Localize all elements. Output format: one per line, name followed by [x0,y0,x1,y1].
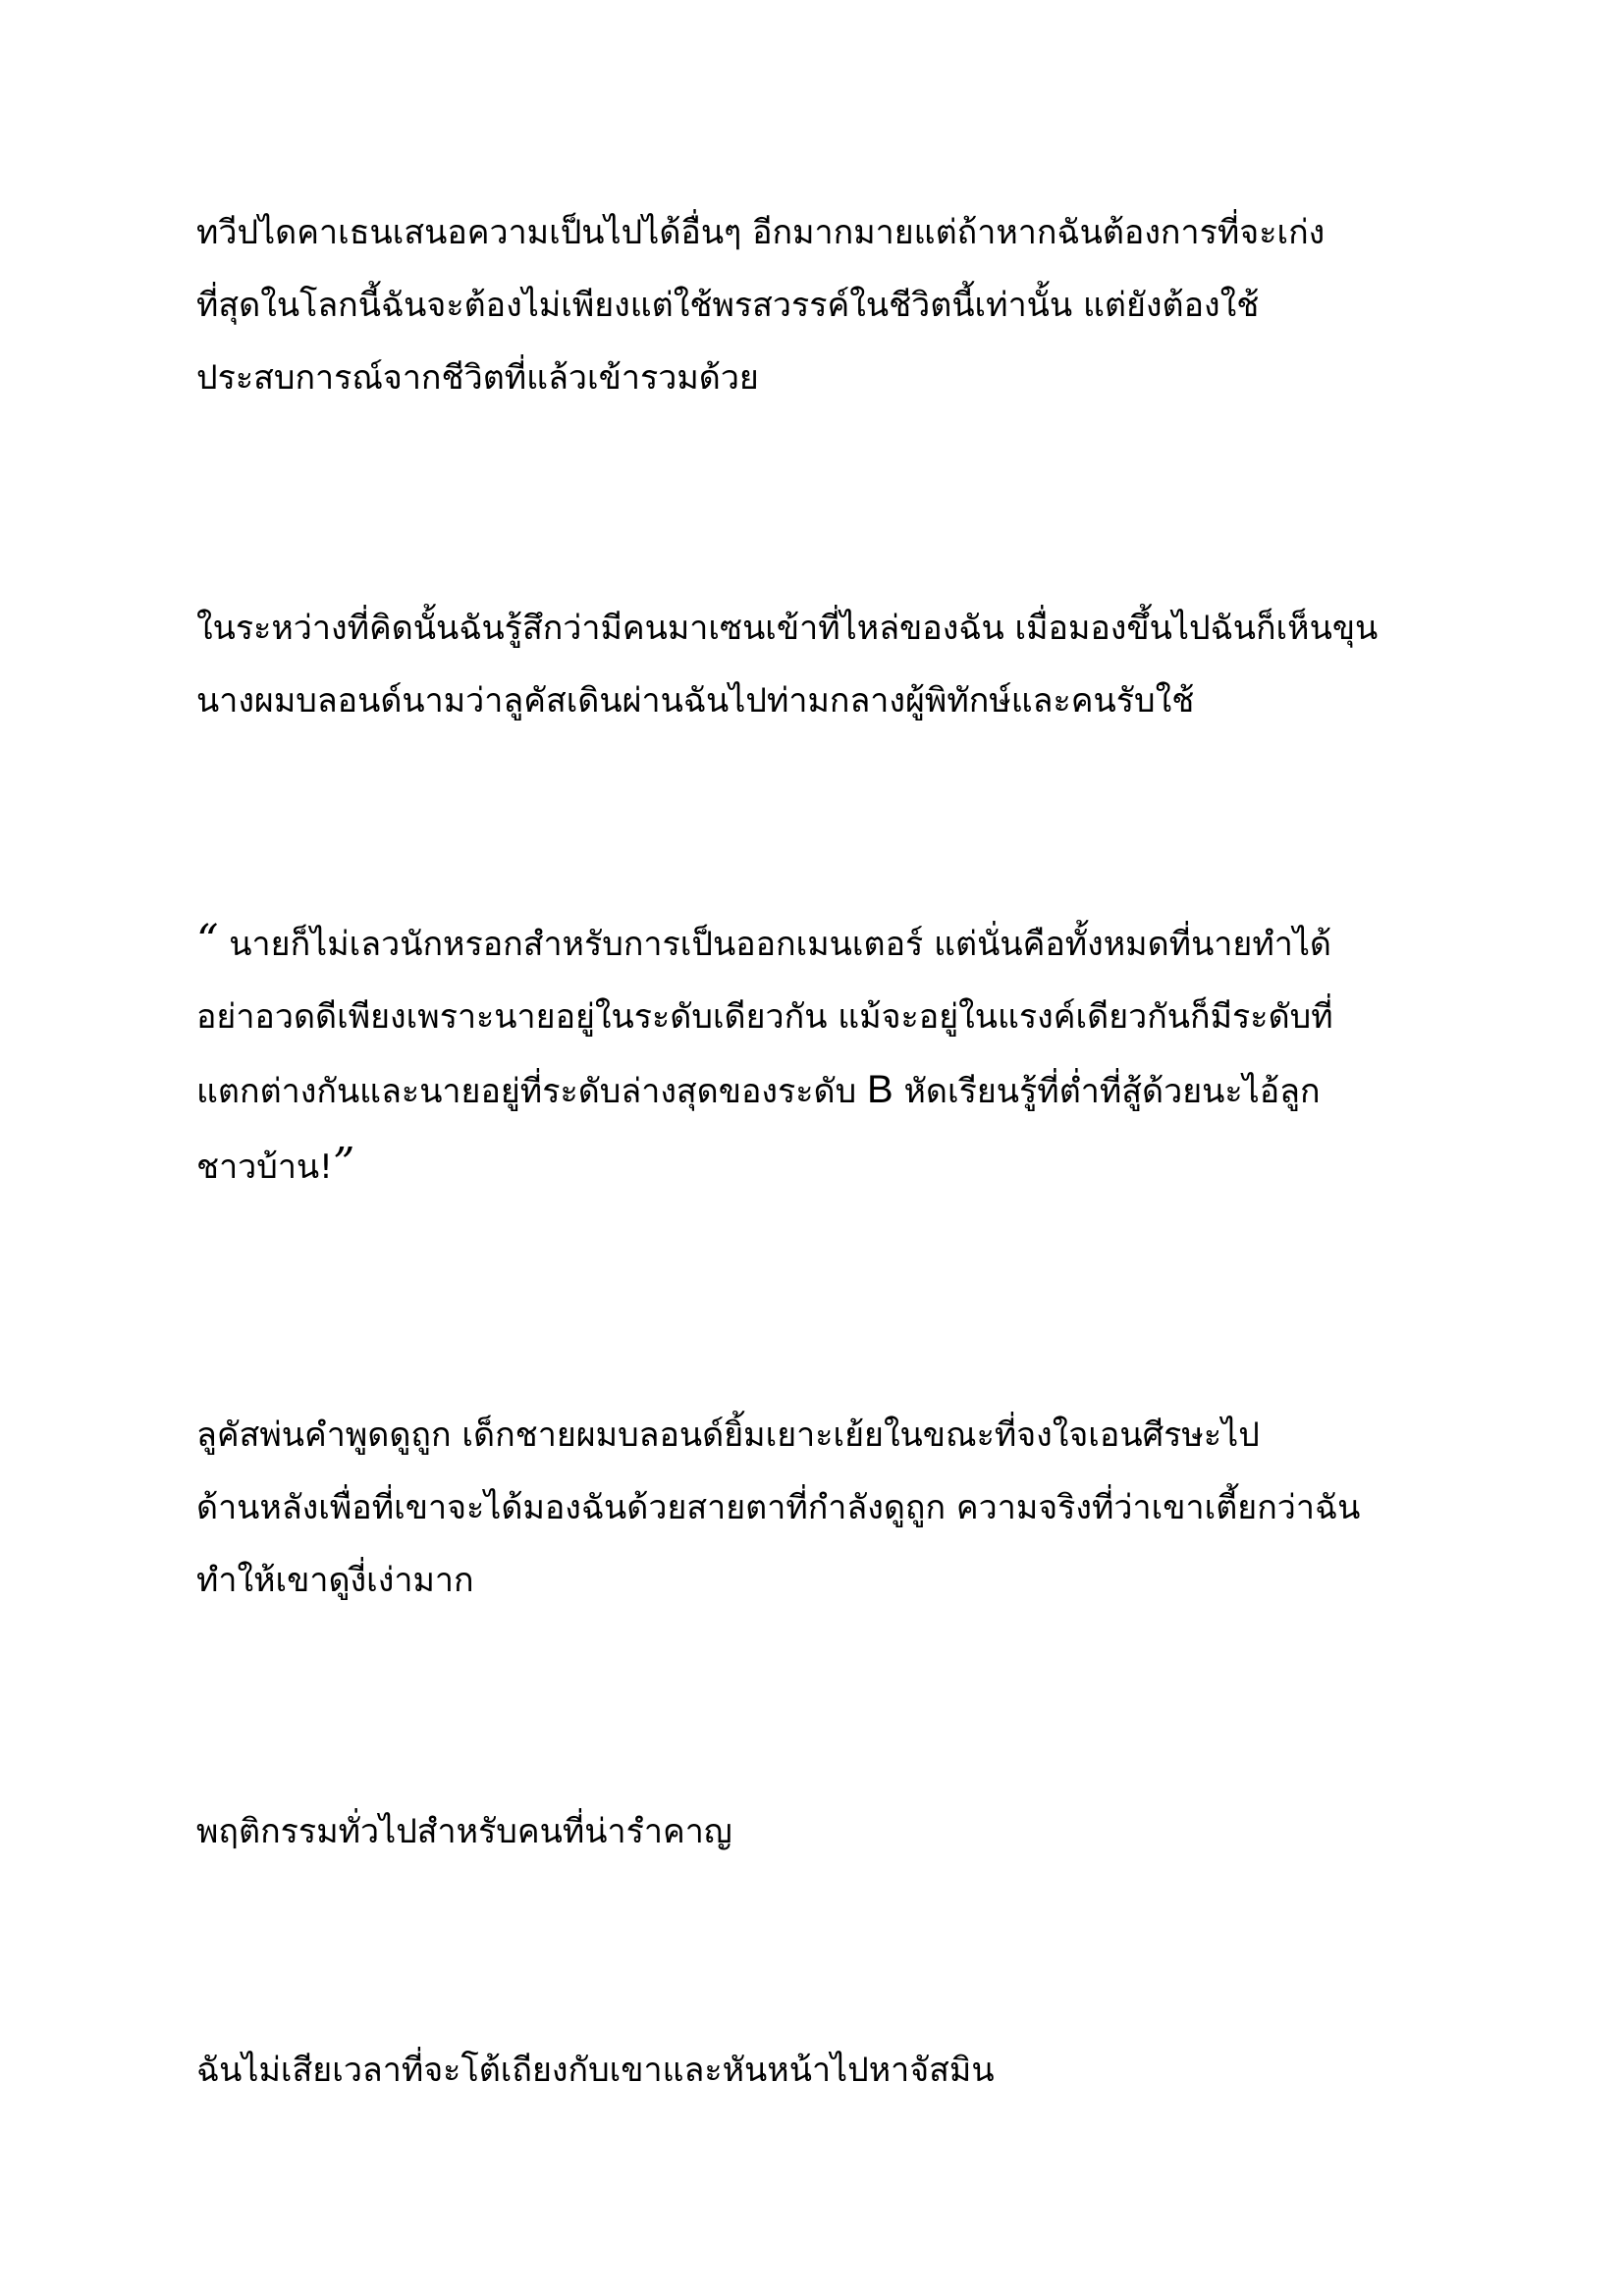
paragraph-5 [196,1795,1434,1868]
text-line: ในระหว่างที่คิดนั้นฉันรู้สึกว่ามีคนมาเซนเข้าที่ไหล่ของฉัน เมื่อมองขึ้นไปฉันก็เห็นขุน [196,609,1379,648]
dialogue-text: หัดเรียนรู้ที่ต่ำที่สู้ด้วยนะไอ้ลูก [893,1072,1321,1111]
paragraph-3-dialogue [196,905,1434,1203]
text-line [196,905,1434,981]
paragraph-4 [196,1399,1434,1617]
dialogue-text: นายก็ไม่เลวนักหรอกสำหรับการเป็นออกเมนเตอร์ แต่นั่นคือทั้งหมดที่นายทำได้ [218,925,1332,964]
dialogue-text: ชาวบ้าน! [196,1148,333,1187]
text-line: พฤติกรรมทั่วไปสำหรับคนที่น่ารำคาญ [196,1812,732,1851]
text-line [196,1128,1434,1203]
close-quote-mark: ” [332,1139,355,1189]
text-line: ฉันไม่เสียเวลาที่จะโต้เถียงกับเขาและหันหน้าไปหาจัสมิน [196,2051,995,2090]
text-line: ทำให้เขาดูงี่เง่ามาก [196,1561,474,1600]
text-line: นางผมบลอนด์นามว่าลูคัสเดินผ่านฉันไปท่ามกลางผู้พิทักษ์และคนรับใช้ [196,681,1195,721]
paragraph-6 [196,2034,1434,2107]
text-line: ด้านหลังเพื่อที่เขาจะได้มองฉันด้วยสายตาที่กำลังดูถูก ความจริงที่ว่าเขาเตี้ยกว่าฉัน [196,1488,1361,1527]
dialogue-text: แตกต่างกันและนายอยู่ที่ระดับล่างสุดของระดับ [196,1072,868,1111]
text-line: ประสบการณ์จากชีวิตที่แล้วเข้ารวมด้วย [196,358,759,398]
text-line: ที่สุดในโลกนี้ฉันจะต้องไม่เพียงแต่ใช้พรสวรรค์ในชีวิตนี้เท่านั้น แต่ยังต้องใช้ [196,286,1260,325]
rank-letter: B [867,1068,893,1111]
text-line: ทวีปไดคาเธนเสนอความเป็นไปได้อื่นๆ อีกมากมายแต่ถ้าหากฉันต้องการที่จะเก่ง [196,213,1326,252]
text-line: อย่าอวดดีเพียงเพราะนายอยู่ในระดับเดียวกัน แม้จะอยู่ในแรงค์เดียวกันก็มีระดับที่ [196,997,1333,1037]
open-quote-mark: “ [196,916,219,966]
text-line: ลูคัสพ่นคำพูดดูถูก เด็กชายผมบลอนด์ยิ้มเยาะเย้ยในขณะที่จงใจเอนศีรษะไป [196,1415,1260,1455]
text-line [196,1053,1434,1128]
paragraph-1 [196,196,1434,414]
paragraph-2 [196,592,1434,737]
